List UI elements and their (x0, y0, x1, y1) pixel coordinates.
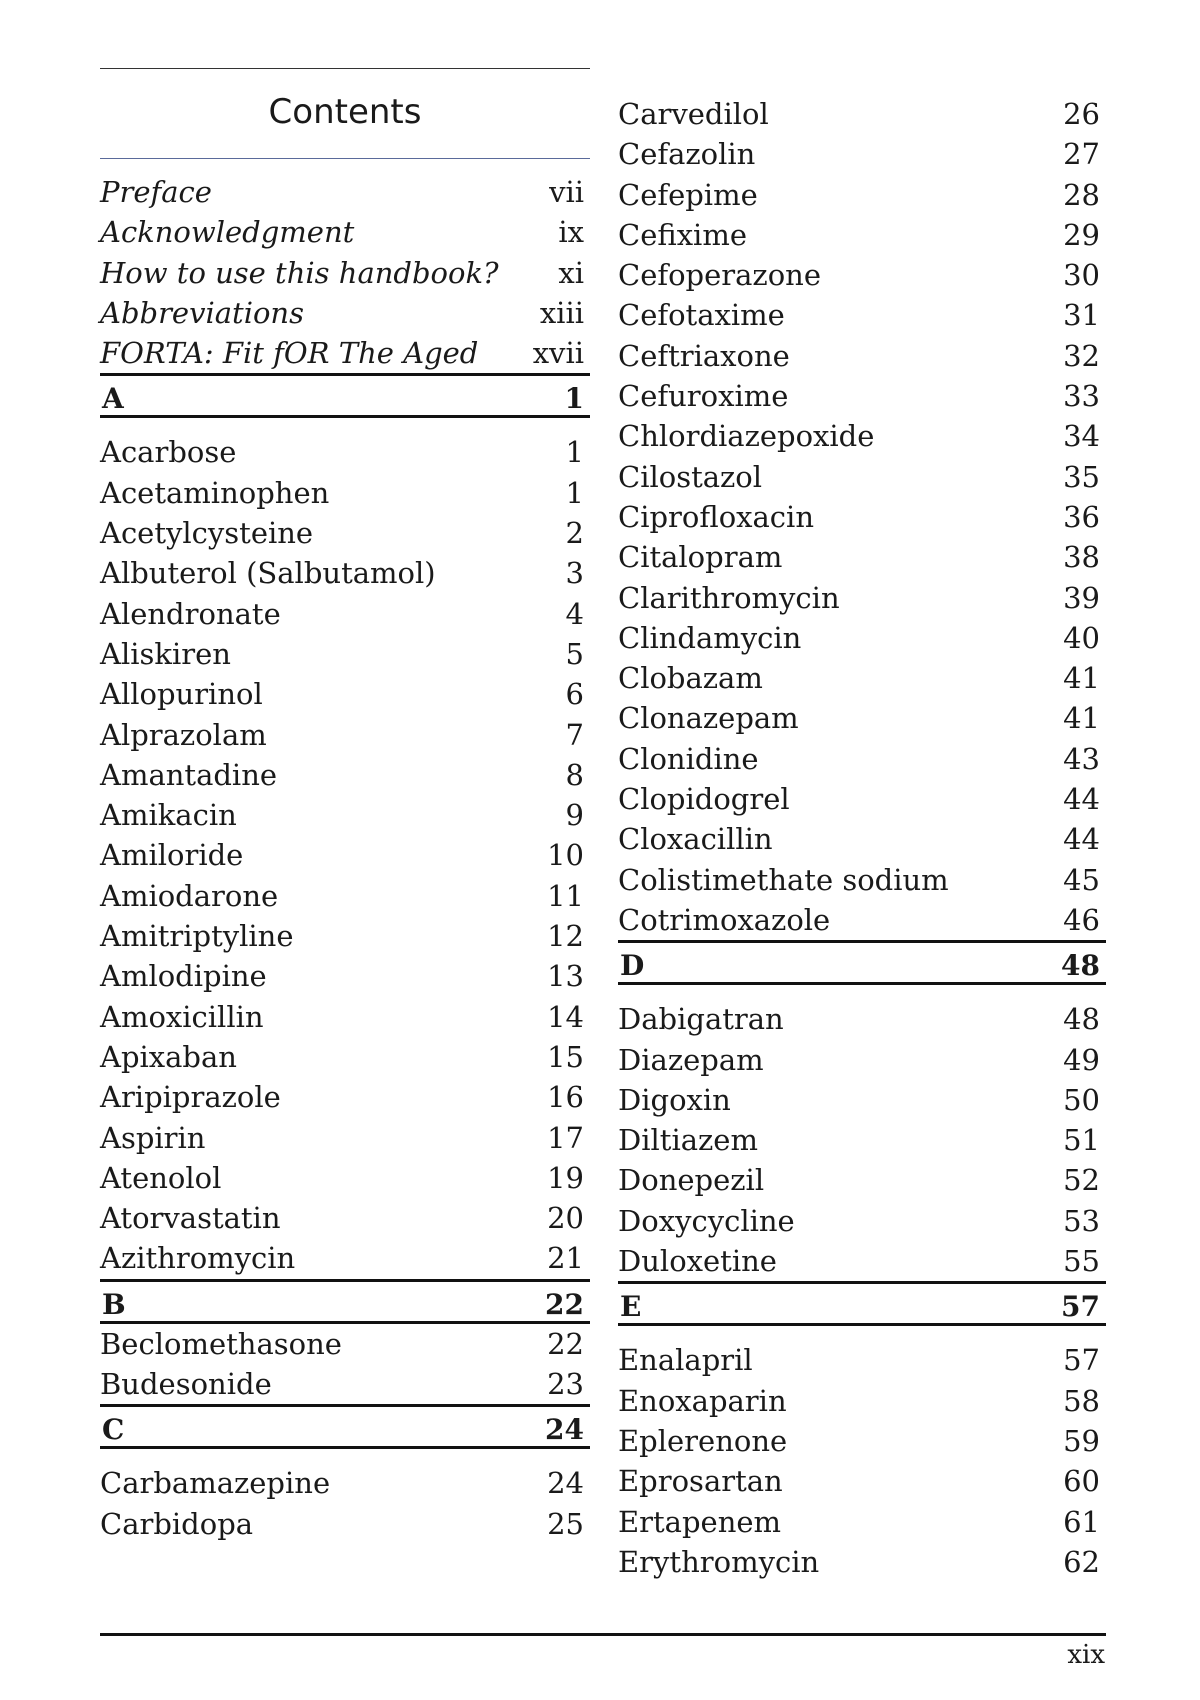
toc-entry[interactable] (100, 1037, 590, 1077)
toc-entry[interactable] (618, 819, 1106, 859)
toc-entry-page: 45 (1063, 862, 1100, 897)
left-entries (100, 172, 590, 1544)
toc-entry[interactable] (100, 715, 590, 755)
page-title: Contents (268, 92, 422, 132)
toc-entry-title: Albuterol (Salbutamol) (100, 556, 436, 591)
toc-entry-title: Diltiazem (618, 1123, 758, 1158)
toc-entry-title: Clonidine (618, 741, 759, 776)
toc-entry-title: Cotrimoxazole (618, 902, 831, 937)
toc-entry-title: Cefotaxime (618, 298, 785, 333)
section-header-d[interactable] (618, 940, 1106, 985)
toc-entry-title: Colistimethate sodium (618, 862, 949, 897)
section-page: 22 (545, 1287, 584, 1321)
top-rule (100, 68, 590, 69)
toc-entry[interactable] (618, 537, 1106, 577)
toc-entry-title: Atenolol (100, 1160, 222, 1195)
toc-entry[interactable] (618, 1340, 1106, 1380)
toc-entry-page: 3 (565, 556, 584, 591)
toc-entry-page: 23 (547, 1367, 584, 1402)
toc-entry[interactable] (618, 698, 1106, 738)
toc-entry-page: 20 (547, 1201, 584, 1236)
toc-entry-page: 25 (547, 1506, 584, 1541)
toc-entry[interactable] (618, 416, 1106, 456)
toc-entry-title: Acknowledgment (100, 215, 355, 250)
toc-entry[interactable] (100, 253, 590, 293)
toc-entry[interactable] (618, 1461, 1106, 1501)
toc-entry-page: 58 (1063, 1383, 1100, 1418)
toc-entry-title: Eplerenone (618, 1423, 788, 1458)
toc-entry-page: 1 (565, 475, 584, 510)
toc-entry-page: 16 (547, 1080, 584, 1115)
toc-entry-page: xvii (532, 336, 584, 371)
right-entries (618, 94, 1106, 1582)
toc-entry-title: Amiloride (100, 838, 244, 873)
toc-entry-title: Cefazolin (618, 137, 756, 172)
toc-entry-title: Amlodipine (100, 959, 267, 994)
toc-entry-page: 1 (565, 435, 584, 470)
toc-entry-page: 40 (1063, 620, 1100, 655)
toc-entry[interactable] (618, 255, 1106, 295)
toc-entry[interactable] (100, 432, 590, 472)
toc-entry-page: 5 (565, 636, 584, 671)
toc-entry-page: 43 (1063, 741, 1100, 776)
toc-entry[interactable] (100, 594, 590, 634)
toc-entry-title: Citalopram (618, 540, 783, 575)
toc-entry-title: Ciprofloxacin (618, 499, 814, 534)
toc-entry-page: 2 (565, 516, 584, 551)
toc-entry-page: 12 (547, 919, 584, 954)
toc-entry-title: Carbamazepine (100, 1466, 331, 1501)
toc-entry-title: Cilostazol (618, 459, 763, 494)
toc-entry[interactable] (618, 578, 1106, 618)
section-header-e[interactable] (618, 1281, 1106, 1326)
toc-entry-title: Clobazam (618, 661, 763, 696)
toc-entry-title: Erythromycin (618, 1544, 820, 1579)
toc-entry-title: Duloxetine (618, 1244, 777, 1279)
toc-entry[interactable] (100, 172, 590, 212)
toc-entry-title: Aliskiren (100, 636, 231, 671)
toc-entry-title: Clarithromycin (618, 580, 840, 615)
toc-entry[interactable] (100, 1198, 590, 1238)
toc-entry-page: 26 (1063, 97, 1100, 131)
section-header-b[interactable] (100, 1279, 590, 1324)
toc-entry-page: 31 (1063, 298, 1100, 333)
toc-entry-title: Budesonide (100, 1367, 272, 1402)
toc-entry-title: Amiodarone (100, 878, 279, 913)
toc-entry-page: vii (549, 175, 584, 209)
toc-entry-title: Digoxin (618, 1082, 731, 1117)
toc-entry-page: 9 (565, 798, 584, 833)
toc-entry-title: Cloxacillin (618, 822, 773, 857)
toc-entry[interactable] (618, 1080, 1106, 1120)
toc-entry-title: Azithromycin (100, 1241, 296, 1276)
toc-entry[interactable] (100, 835, 590, 875)
toc-entry[interactable] (100, 956, 590, 996)
toc-entry[interactable] (100, 1324, 590, 1364)
toc-entry-title: Aspirin (100, 1120, 206, 1155)
toc-entry-title: Amikacin (100, 798, 237, 833)
toc-entry-title: Abbreviations (100, 295, 304, 330)
toc-entry-title: Enalapril (618, 1343, 753, 1378)
toc-entry[interactable] (100, 876, 590, 916)
toc-entry-title: Doxycycline (618, 1203, 795, 1238)
toc-entry[interactable] (618, 1160, 1106, 1200)
toc-entry-page: xiii (539, 295, 584, 330)
toc-entry-title: Amantadine (100, 757, 278, 792)
toc-entry[interactable] (100, 755, 590, 795)
toc-entry[interactable] (100, 1463, 590, 1503)
toc-entry[interactable] (100, 473, 590, 513)
section-page: 48 (1061, 949, 1100, 983)
toc-entry[interactable] (618, 134, 1106, 174)
toc-entry-page: 38 (1063, 540, 1100, 575)
toc-entry[interactable] (618, 295, 1106, 335)
toc-entry-title: Amoxicillin (100, 999, 264, 1034)
toc-entry-title: Allopurinol (100, 677, 263, 712)
toc-entry-title: Clindamycin (618, 620, 802, 655)
toc-entry-title: Cefoperazone (618, 258, 821, 293)
toc-entry[interactable] (618, 215, 1106, 255)
toc-entry[interactable] (618, 618, 1106, 658)
toc-entry-title: Cefixime (618, 217, 747, 252)
toc-entry[interactable] (618, 860, 1106, 900)
section-header-c[interactable] (100, 1404, 590, 1449)
spacer (100, 418, 590, 432)
toc-entry-page: 62 (1063, 1544, 1100, 1579)
toc-entry[interactable] (100, 1158, 590, 1198)
toc-entry[interactable] (618, 1040, 1106, 1080)
toc-entry[interactable] (100, 1118, 590, 1158)
toc-entry-title: Alendronate (100, 596, 281, 631)
toc-entry[interactable] (100, 1238, 590, 1278)
toc-entry-title: Preface (100, 175, 212, 209)
section-letter: E (620, 1290, 642, 1324)
toc-entry[interactable] (100, 212, 590, 252)
toc-entry-page: 17 (547, 1120, 584, 1155)
toc-entry[interactable] (618, 1542, 1106, 1582)
toc-entry-page: 10 (547, 838, 584, 873)
toc-entry-title: Amitriptyline (100, 919, 294, 954)
toc-entry-page: 34 (1063, 419, 1100, 454)
toc-entry-title: Cefuroxime (618, 379, 789, 414)
toc-entry[interactable] (100, 553, 590, 593)
toc-entry-page: 7 (565, 717, 584, 752)
toc-entry-title: Clonazepam (618, 701, 799, 736)
toc-entry-title: Beclomethasone (100, 1326, 342, 1361)
toc-entry-title: Clopidogrel (618, 782, 790, 817)
toc-entry[interactable] (100, 1504, 590, 1544)
toc-entry-page: 57 (1063, 1343, 1100, 1378)
toc-entry[interactable] (100, 1364, 590, 1404)
toc-entry-page: xi (558, 255, 584, 290)
title-rule (100, 158, 590, 159)
toc-entry[interactable] (618, 1120, 1106, 1160)
toc-entry[interactable] (618, 497, 1106, 537)
toc-entry-page: 21 (547, 1241, 584, 1276)
toc-entry-page: 39 (1063, 580, 1100, 615)
toc-entry-page: 6 (565, 677, 584, 712)
toc-entry-page: 14 (547, 999, 584, 1034)
toc-entry-page: 44 (1063, 782, 1100, 817)
toc-entry-page: 50 (1063, 1082, 1100, 1117)
toc-entry-page: 8 (565, 757, 584, 792)
section-letter: D (620, 949, 645, 983)
toc-entry-title: Acarbose (100, 435, 237, 470)
toc-entry-title: Enoxaparin (618, 1383, 787, 1418)
toc-entry-page: 27 (1063, 137, 1100, 172)
toc-entry[interactable] (618, 175, 1106, 215)
toc-entry-page: 48 (1063, 1002, 1100, 1037)
toc-entry[interactable] (618, 1381, 1106, 1421)
section-letter: B (102, 1287, 126, 1321)
footer-rule (100, 1633, 1106, 1636)
toc-entry-page: 49 (1063, 1042, 1100, 1077)
toc-entry-title: Donepezil (618, 1163, 765, 1198)
toc-entry-page: 35 (1063, 459, 1100, 494)
toc-entry[interactable] (618, 1421, 1106, 1461)
spacer (618, 1326, 1106, 1340)
toc-entry-title: Diazepam (618, 1042, 764, 1077)
spacer (618, 985, 1106, 999)
toc-entry-title: Acetaminophen (100, 475, 330, 510)
toc-entry[interactable] (618, 94, 1106, 134)
toc-entry-page: 11 (547, 878, 584, 913)
toc-entry-page: 24 (547, 1466, 584, 1501)
toc-entry[interactable] (618, 1241, 1106, 1281)
toc-entry-page: 53 (1063, 1203, 1100, 1238)
toc-entry[interactable] (618, 779, 1106, 819)
toc-entry[interactable] (100, 634, 590, 674)
toc-entry-title: Atorvastatin (100, 1201, 281, 1236)
toc-entry[interactable] (618, 376, 1106, 416)
toc-entry[interactable] (100, 795, 590, 835)
toc-entry-page: ix (558, 215, 584, 250)
toc-entry-page: 4 (565, 596, 584, 631)
section-letter: C (102, 1413, 125, 1447)
toc-entry-title: Carvedilol (618, 97, 769, 131)
toc-entry[interactable] (618, 658, 1106, 698)
toc-entry-title: Acetylcysteine (100, 516, 314, 551)
spacer (100, 1449, 590, 1463)
toc-entry-page: 33 (1063, 379, 1100, 414)
toc-entry-title: Ertapenem (618, 1504, 782, 1539)
toc-entry-page: 52 (1063, 1163, 1100, 1198)
toc-entry-page: 28 (1063, 177, 1100, 212)
toc-entry[interactable] (100, 1077, 590, 1117)
toc-entry[interactable] (618, 739, 1106, 779)
toc-entry[interactable] (618, 900, 1106, 940)
toc-entry-page: 36 (1063, 499, 1100, 534)
toc-entry-title: FORTA: Fit fOR The Aged (100, 336, 479, 371)
toc-entry-page: 32 (1063, 338, 1100, 373)
toc-entry-page: 60 (1063, 1464, 1100, 1499)
toc-entry-title: Apixaban (100, 1039, 237, 1074)
toc-entry-title: How to use this handbook? (100, 255, 499, 290)
toc-entry-page: 30 (1063, 258, 1100, 293)
toc-entry[interactable] (100, 293, 590, 333)
section-page: 24 (545, 1413, 584, 1447)
toc-entry-page: 22 (547, 1326, 584, 1361)
toc-entry-title: Eprosartan (618, 1464, 783, 1499)
toc-entry-title: Alprazolam (100, 717, 267, 752)
toc-entry-page: 51 (1063, 1123, 1100, 1158)
section-letter: A (102, 382, 124, 416)
toc-entry[interactable] (100, 513, 590, 553)
toc-entry-page: 15 (547, 1039, 584, 1074)
toc-entry-page: 55 (1063, 1244, 1100, 1279)
toc-entry-title: Dabigatran (618, 1002, 784, 1037)
toc-entry-page: 41 (1063, 661, 1100, 696)
toc-entry[interactable] (100, 916, 590, 956)
toc-entry-title: Chlordiazepoxide (618, 419, 875, 454)
toc-entry[interactable] (618, 457, 1106, 497)
toc-entry-page: 19 (547, 1160, 584, 1195)
section-page: 57 (1061, 1290, 1100, 1324)
section-header-a[interactable] (100, 373, 590, 418)
toc-entry-page: 29 (1063, 217, 1100, 252)
toc-entry-page: 46 (1063, 902, 1100, 937)
toc-entry-title: Aripiprazole (100, 1080, 281, 1115)
toc-entry-title: Ceftriaxone (618, 338, 790, 373)
toc-entry[interactable] (100, 333, 590, 373)
toc-entry-title: Carbidopa (100, 1506, 254, 1541)
toc-entry-title: Cefepime (618, 177, 758, 212)
page-number: xix (1067, 1640, 1105, 1670)
toc-entry[interactable] (618, 336, 1106, 376)
toc-entry[interactable] (618, 1502, 1106, 1542)
toc-entry-page: 41 (1063, 701, 1100, 736)
toc-entry-page: 44 (1063, 822, 1100, 857)
toc-entry[interactable] (618, 1201, 1106, 1241)
toc-entry-page: 61 (1063, 1504, 1100, 1539)
toc-entry[interactable] (100, 997, 590, 1037)
toc-entry[interactable] (618, 999, 1106, 1039)
toc-entry-page: 59 (1063, 1423, 1100, 1458)
toc-entry[interactable] (100, 674, 590, 714)
toc-entry-page: 13 (547, 959, 584, 994)
section-page: 1 (564, 382, 584, 416)
